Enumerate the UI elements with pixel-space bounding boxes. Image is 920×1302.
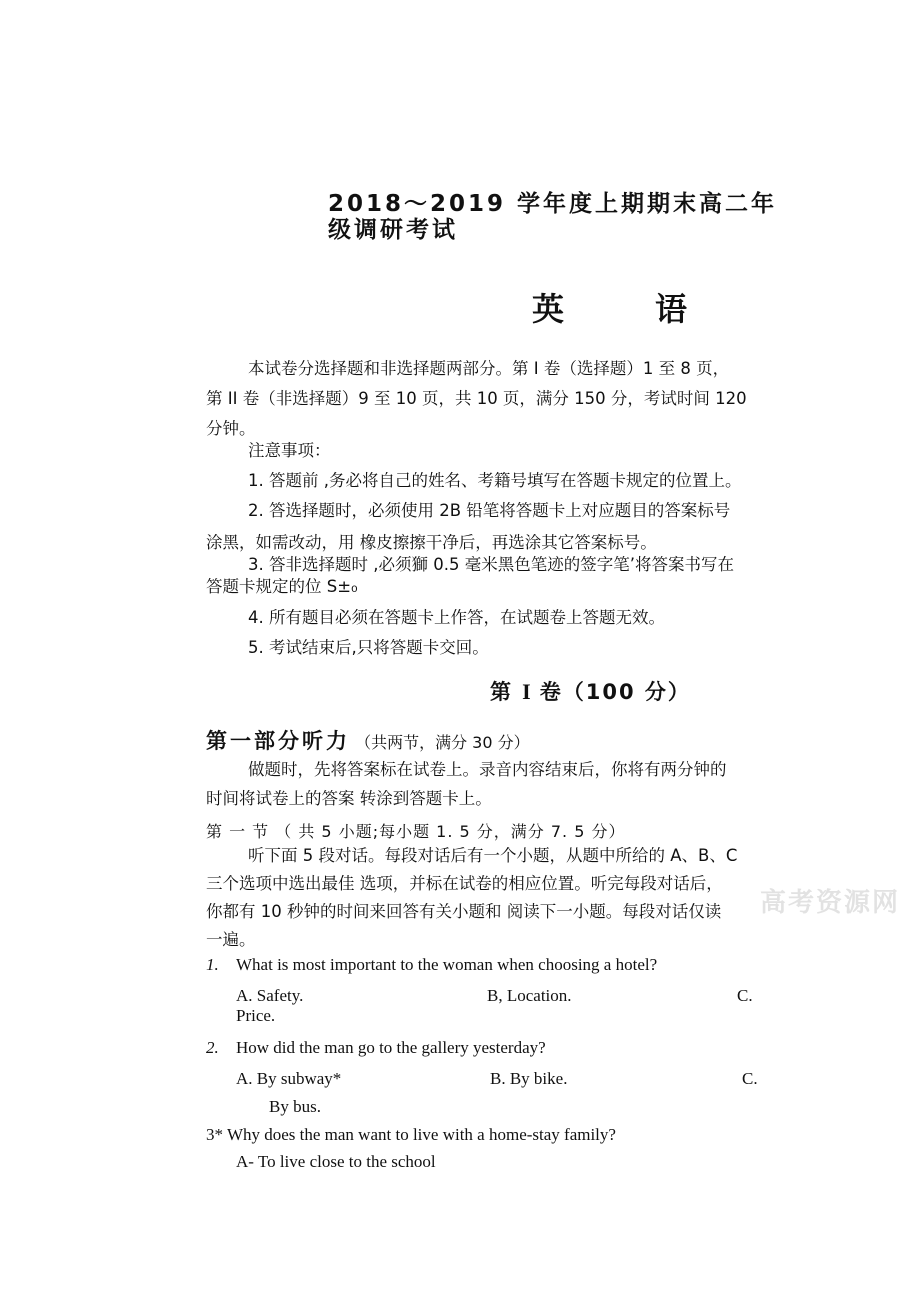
question-2-number: 2.	[206, 1038, 219, 1057]
notice-item-2-line-1: 2. 答选择题时，必须使用 2B 铅笔将答题卡上对应题目的答案标号	[248, 501, 731, 520]
question-1-number: 1.	[206, 955, 219, 974]
intro-line-3: 分钟。	[206, 419, 256, 438]
question-2-option-a: A. By subway*	[236, 1069, 342, 1088]
question-2-option-c-label: C.	[742, 1069, 758, 1088]
question-3-text: 3* Why does the man want to live with a home-stay family?	[206, 1125, 616, 1144]
notice-item-4: 4. 所有题目必须在答题卡上作答，在试题卷上答题无效。	[248, 608, 665, 627]
question-2-option-b: B. By bike.	[490, 1069, 568, 1088]
section-1-instruction-line-2: 三个选项中选出最佳 选项，并标在试卷的相应位置。听完每段对话后，	[206, 874, 723, 893]
section-1-heading: 第 一 节 （ 共 5 小题;每小题 1. 5 分，满分 7. 5 分）	[206, 822, 626, 841]
intro-line-2: 第 II 卷（非选择题）9 至 10 页，共 10 页，满分 150 分，考试时间 120	[206, 389, 747, 408]
question-1-option-c-label: C.	[737, 986, 753, 1005]
question-1-option-a: A. Safety.	[236, 986, 304, 1005]
section-1-instruction-line-4: 一遍。	[206, 930, 256, 949]
question-1-text: What is most important to the woman when choosing a hotel?	[236, 955, 658, 974]
part-1-instruction-line-1: 做题时，先将答案标在试卷上。录音内容结束后，你将有两分钟的	[248, 760, 727, 779]
exam-title-line-1: 2018〜2019 学年度上期期末高二年	[328, 191, 778, 217]
part-1-heading	[206, 725, 530, 755]
question-3-option-a: A- To live close to the school	[236, 1152, 436, 1171]
notice-item-2-line-2: 涂黑，如需改动，用 橡皮擦擦干净后，再选涂其它答案标号。	[206, 533, 657, 552]
question-2-option-c-text: By bus.	[269, 1097, 321, 1116]
notice-item-3-line-2: 答题卡规定的位 S±₀	[206, 577, 358, 596]
part-1-score: （共两节，满分 30 分）	[355, 733, 530, 752]
notice-item-1: 1. 答题前 ,务必将自己的姓名、考籍号填写在答题卡规定的位置上。	[248, 471, 742, 490]
notice-item-5: 5. 考试结束后,只将答题卡交回。	[248, 638, 489, 657]
part-1-instruction-line-2: 时间将试卷上的答案 转涂到答题卡上。	[206, 789, 492, 808]
section-1-instruction-line-3: 你都有 10 秒钟的时间来回答有关小题和 阅读下一小题。每段对话仅读	[206, 902, 722, 921]
watermark: 高考资源网	[760, 888, 901, 918]
exam-title-line-2: 级调研考试	[328, 217, 458, 243]
volume-suffix: 卷（100 分）	[539, 680, 691, 704]
intro-line-1: 本试卷分选择题和非选择题两部分。第 I 卷（选择题）1 至 8 页，	[248, 359, 730, 378]
question-1-option-c-text: Price.	[236, 1006, 276, 1025]
subject-char-2: 语	[655, 290, 688, 328]
part-1-title: 第一部分听力	[206, 729, 350, 753]
notice-heading: 注意事项：	[248, 441, 331, 460]
subject-char-1: 英	[532, 290, 565, 328]
notice-item-3-line-1: 3. 答非选择题时 ,必须獅 0.5 毫米黑色笔迹的签字笔’将答案书写在	[248, 555, 734, 574]
volume-roman: I	[522, 679, 531, 704]
section-1-instruction-line-1: 听下面 5 段对话。每段对话后有一个小题，从题中所给的 A、B、C	[248, 846, 738, 865]
volume-prefix: 第	[490, 680, 513, 704]
question-2-text: How did the man go to the gallery yesterday?	[236, 1038, 546, 1057]
question-1-option-b: B, Location.	[487, 986, 572, 1005]
volume-heading	[490, 676, 691, 706]
